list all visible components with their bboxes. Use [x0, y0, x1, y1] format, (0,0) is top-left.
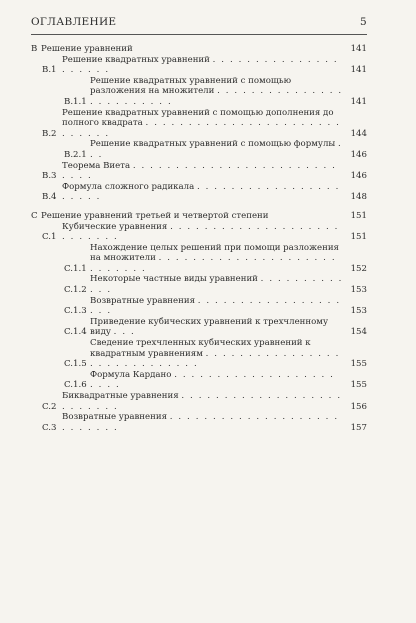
toc-entry-title-text: Формула Кардано [90, 369, 172, 380]
toc-entry-number: C.3 [42, 422, 57, 433]
toc-entry-title-text: Кубические уравнения [62, 221, 168, 232]
toc-leader-dots: . . . . . . . . . . . . . . . . . . . . . . . . . . . . . [62, 118, 341, 139]
toc-entry-title-text: Формула сложного радикала [62, 181, 195, 192]
toc-entry-title-text: Некоторые частные виды уравнений [90, 274, 258, 285]
toc-entry[interactable] [31, 317, 367, 338]
toc-entry-title-text: Теорема Виета [62, 160, 131, 171]
toc-entry-page: 151 [350, 232, 367, 243]
toc-entry-page: 153 [350, 285, 367, 296]
toc-entry-number: B [31, 44, 38, 54]
toc-entry[interactable] [31, 296, 367, 317]
toc-entry-page: 154 [350, 327, 367, 338]
toc-leader-dots: . . . . . . . . . . . . . . . . . . . . . . . . . . . . [62, 160, 337, 182]
toc-leader-dots: . . . . . . . . . . . . . . . . . . . . . . . . . . . . [90, 253, 337, 274]
toc-leader-dots: . . . . . . . . . . . . . . . . . . . . . . . . . . [62, 391, 342, 412]
toc-entry-number: B.4 [42, 192, 57, 203]
toc-leader-dots: . . . . . . . . . . . . . . . . . . . . . . . . . [90, 86, 343, 107]
header-page-number: 5 [360, 16, 367, 28]
toc-entry[interactable] [31, 161, 367, 182]
toc-entry-title [62, 108, 367, 140]
toc-entry-title [62, 412, 367, 433]
toc-entry-number: B.2 [42, 128, 57, 139]
toc-entry-page: 156 [350, 401, 367, 412]
toc-entry-number: C.2 [42, 401, 57, 412]
toc-entry[interactable] [31, 370, 367, 391]
toc-entry[interactable] [31, 139, 367, 160]
toc-entry-number: C.1.4 [64, 327, 87, 338]
toc-entry-page: 141 [350, 44, 367, 54]
running-header [31, 16, 367, 28]
toc-entry-number: B.3 [42, 171, 57, 182]
toc-leader-dots: . . . . . . . . . . . . . . . . . . . . . . . . . . . . . [90, 348, 340, 370]
toc-entry-title-text: Сведение трехчленных кубических уравнений к квадратным уравнениям [90, 338, 311, 359]
toc-entry-title-text: Биквадратные уравнения [62, 391, 179, 401]
toc-leader-dots: . . . [90, 139, 343, 160]
toc-entry[interactable] [31, 243, 367, 275]
toc-entry-title [90, 76, 367, 108]
toc-entry[interactable] [31, 222, 367, 243]
toc-entry-title-text: Решение квадратных уравнений с помощью дополнения до полного квадрата [62, 107, 334, 129]
section-gap [31, 203, 367, 211]
toc-entry-title [62, 55, 367, 76]
toc-entry[interactable] [31, 211, 367, 222]
toc-entry-title-text: Решение квадратных уравнений [62, 54, 210, 65]
toc-entry-page: 155 [350, 359, 367, 370]
header-title: ОГЛАВЛЕНИЕ [31, 16, 117, 28]
toc-entry-title [62, 182, 367, 203]
toc-entry-title-text: Возвратные уравнения [62, 412, 167, 423]
toc-entry-title [62, 222, 367, 243]
toc-leader-dots: . . . . . . . . . . . . . . . . . . . . [90, 295, 341, 317]
toc-entry[interactable] [31, 44, 367, 55]
toc-entry-title [90, 296, 367, 317]
toc-leader-dots: . . . . . . . . . . . . . . . . . . . . . . . [90, 369, 335, 391]
toc-entry-title-text: Решение уравнений третьей и четвертой степени [41, 210, 269, 221]
toc-leader-dots: . . . . . . . . . . . . . [90, 274, 343, 296]
toc-entry-title [90, 274, 367, 295]
toc-entry-title-text: Приведение кубических уравнений к трехчленному виду [90, 316, 329, 338]
toc-entry-page: 151 [350, 210, 367, 221]
toc-entry-page: 146 [350, 149, 367, 160]
toc-entry-page: 148 [350, 192, 367, 203]
toc-leader-dots: . . . [113, 327, 136, 338]
toc-entry-page: 152 [350, 263, 367, 274]
toc-entry-number: C.1.6 [64, 380, 87, 391]
toc-entry-number: C.1.2 [64, 285, 87, 296]
toc-entry-title [41, 211, 367, 222]
toc-entry-page: 141 [350, 96, 367, 107]
toc-entry-title-text: Решение уравнений [41, 44, 133, 54]
toc-entry-page: 141 [350, 65, 367, 76]
toc-entry-number: C.1.5 [64, 359, 87, 370]
toc-entry-page: 157 [350, 422, 367, 433]
toc-entry-title-text: Нахождение целых решений при помощи разложения на множители [90, 242, 339, 264]
toc-entry[interactable] [31, 391, 367, 412]
toc-entry-title [90, 243, 367, 275]
toc-entry[interactable] [31, 338, 367, 370]
header-rule [31, 34, 367, 35]
toc-entry-number: C.1.3 [64, 306, 87, 317]
toc-entry-title [90, 338, 367, 370]
toc-entry-title [90, 139, 367, 160]
toc-entry-title [90, 370, 367, 391]
toc-entry-title [62, 391, 367, 412]
toc-leader-dots: . . . . . . . . . . . . . . . . . . . . . . [62, 181, 340, 203]
toc-entry[interactable] [31, 412, 367, 433]
toc-leader-dots: . . . . . . . . . . . . . . . . . . . . . [62, 54, 339, 76]
toc-leader-dots: . . . . . . . . . . . . . . . . . . . . . . . . . . . [62, 221, 339, 243]
table-of-contents [31, 44, 367, 433]
toc-entry-number: C.1.1 [64, 263, 87, 274]
toc-entry-title-text: Возвратные уравнения [90, 295, 195, 306]
toc-leader-dots: . . . . . . . . . . . . . . . . . . . . . . . . . . . [62, 412, 339, 433]
toc-entry-title [41, 44, 367, 55]
toc-entry-number: C [31, 210, 38, 221]
toc-entry[interactable] [31, 108, 367, 140]
toc-entry-number: B.1 [42, 65, 57, 76]
toc-entry[interactable] [31, 182, 367, 203]
toc-entry-title [90, 317, 367, 338]
toc-entry-number: B.1.1 [64, 96, 87, 107]
toc-entry[interactable] [31, 76, 367, 108]
toc-entry-page: 155 [350, 380, 367, 391]
toc-entry-title [62, 161, 367, 182]
toc-entry-title-text: Решение квадратных уравнений с помощью разложения на множители [90, 75, 292, 97]
toc-entry-page: 144 [350, 128, 367, 139]
toc-entry-page: 153 [350, 306, 367, 317]
toc-entry[interactable] [31, 55, 367, 76]
toc-entry-number: C.1 [42, 232, 57, 243]
toc-entry-title-text: Решение квадратных уравнений с помощью формулы [90, 139, 336, 150]
toc-entry-page: 146 [350, 171, 367, 182]
toc-entry[interactable] [31, 274, 367, 295]
toc-entry-number: B.2.1 [64, 149, 87, 160]
